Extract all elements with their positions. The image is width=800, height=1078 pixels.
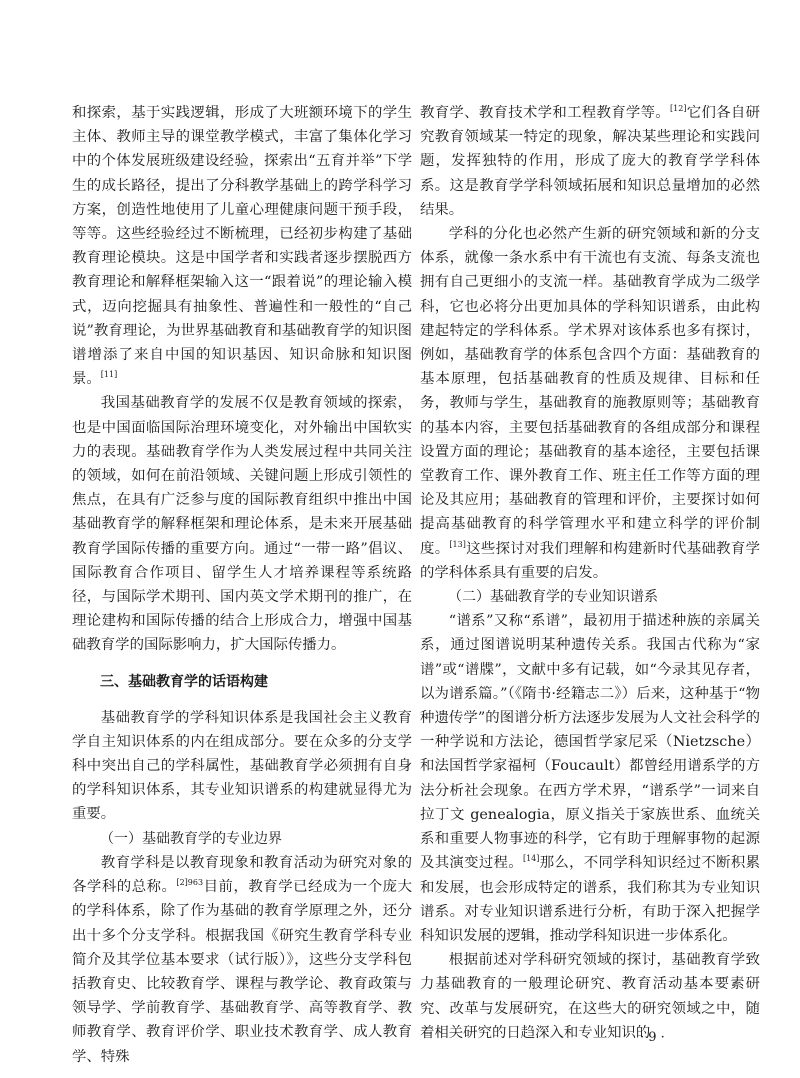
citation: [12] — [670, 104, 687, 114]
paragraph: 我国基础教育学的发展不仅是教育领域的探索，也是中国面临国际治理环境变化，对外输出中国软实力的表现。基础教育学作为人类发展过程中共同关注的领域，如何在前沿领域、关键问题上形成引领性的焦点，在具有广泛参与度的国际教育组织中推出中国基础教育学的解释框架和理论体系，是未来开展基础教育学国际传播的重要方向。通过“一带一路”倡议、国际教育合作项目、留学生人才培养课程等系统路径，与国际学术期刊、国内英文学术期刊的推广，在理论建构和国际传播的结合上形成合力，增强中国基础教育学的国际影响力，扩大国际传播力。 — [72, 395, 412, 654]
citation: [14] — [522, 854, 540, 864]
citation: [2]963 — [176, 878, 204, 888]
section-heading: 三、基础教育学的话语构建 — [100, 673, 268, 690]
paragraph: 基础教育学的学科知识体系是我国社会主义教育学自主知识体系的内在组成部分。要在众多的分支学科中突出自己的学科属性，基础教育学必须拥有自身的学科知识体系，其专业知识谱系的构建就显得尤为重要。 — [72, 709, 412, 823]
right-column — [420, 101, 760, 1045]
left-column — [72, 101, 412, 1069]
citation: [13] — [449, 539, 466, 549]
paragraph: 学科的分化也必然产生新的研究领域和新的分支体系，就像一条水系中有干流也有支流、每条支流也拥有自己更细小的支流一样。基础教育学成为二级学科，它也必将分出更加具体的学科知识谱系，由此构建起特定的学科体系。学术界对该体系也多有探讨，例如，基础教育学的体系包含四个方面：基础教育的基本原理，包括基础教育的性质及规律、目标和任务，教师与学生，基础教育的施教原则等；基础教育的基本内容，主要包括基础教育的各组成部分和课程设置方面的理论；基础教育的基本途径，主要包括课堂教育工作、课外教育工作、班主任工作等方面的理论及其应用；基础教育的管理和评价，主要探讨如何提高基础教育的科学管理水平和建立科学的评价制度。[13]这些探讨对我们理解和构建新时代基础教育学的学科体系具有重要的启发。 — [420, 226, 760, 581]
page-number: · 9 · — [640, 1030, 665, 1045]
citation: [11] — [100, 370, 118, 380]
subsection-heading: （二）基础教育学的专业知识谱系 — [448, 589, 658, 606]
paragraph: 根据前述对学科研究领域的探讨，基础教育学致力基础教育的一般理论研究、教育活动基本要素研究、改革与发展研究，在这些大的研究领域之中，随着相关研究的日趋深入和专业知识的 — [420, 952, 760, 1041]
paragraph: 教育学、教育技术学和工程教育学等。[12]它们各自研究教育领域某一特定的现象，解决某些理论和实践问题，发挥独特的作用，形成了庞大的教育学学科体系。这是教育学学科领域拓展和知识总量增加的必然结果。 — [420, 104, 760, 218]
paragraph: “谱系”又称“系谱”，最初用于描述种族的亲属关系，通过图谱说明某种遗传关系。我国古代称为“家谱”或“谱牒”，文献中多有记载，如“今录其见存者，以为谱系篇。”（《隋书·经籍志二》）后来，这种基于“物种遗传学”的图谱分析方法逐步发展为人文社会科学的一种学说和方法论，德国哲学家尼采（Nietzsche）和法国哲学家福柯（Foucault）都曾经用谱系学的方法分析社会现象。在西方学术界，“谱系学”一词来自拉丁文 genealogia，原义指关于家族世系、血统关系和重要人物事迹的科学，它有助于理解事物的起源及其演变过程。[14]那么，不同学科知识经过不断积累和发展，也会形成特定的谱系，我们称其为专业知识谱系。对专业知识谱系进行分析，有助于深入把握学科知识发展的逻辑，推动学科知识进一步体系化。 — [420, 613, 760, 944]
paragraph: 教育学科是以教育现象和教育活动为研究对象的各学科的总称。$^{[2]963}$目前，教育学已经成为一个庞大的学科体系，除了作为基础的教育学原理之外，还分出十多个分支学科。根据我国《研究生教育学科专业简介及其学位基本要求（试行版）》，这些分支学科包括教育史、比较教育学、课程与教学论、教育政策与领导学、学前教育学、基础教育学、高等教育学、教师教育学、教育评价学、职业技术教育学、成人教育学、特殊 — [72, 854, 412, 1065]
subsection-heading: （一）基础教育学的专业边界 — [100, 830, 282, 847]
paragraph: 和探索，基于实践逻辑，形成了大班额环境下的学生主体、教师主导的课堂教学模式，丰富了集体化学习中的个体发展班级建设经验，探索出“五育并举”下学生的成长路径，提出了分科教学基础上的跨学科学习方案，创造性地使用了儿童心理健康问题干预手段，等等。这些经验经过不断梳理，已经初步构建了基础教育理论模块。这是中国学者和实践者逐步摆脱西方教育理论和解释框架输入这一“跟着说”的理论输入模式，迈向挖掘具有抽象性、普遍性和一般性的“自己说”教育理论，为世界基础教育和基础教育学的知识图谱增添了来自中国的知识基因、知识命脉和知识图景。[11] — [72, 105, 412, 388]
